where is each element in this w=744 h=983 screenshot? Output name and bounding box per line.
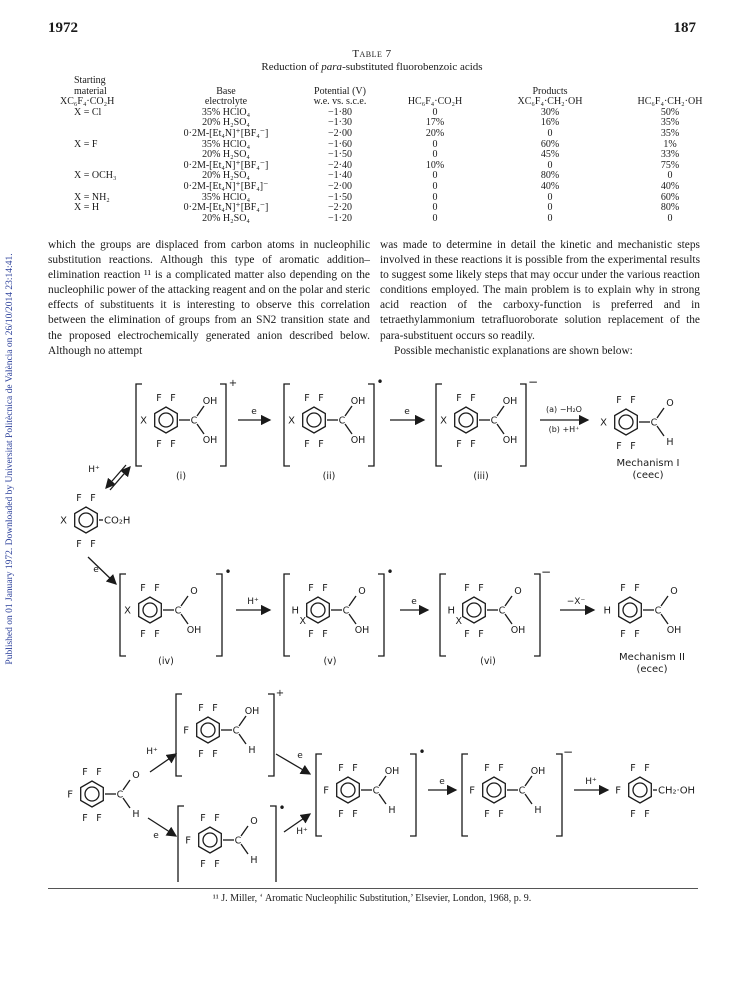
electron-label: e bbox=[411, 597, 417, 607]
bracket-vi-left bbox=[440, 574, 446, 656]
cell-p2: 0 bbox=[547, 191, 553, 203]
bracket-radical-anion-right bbox=[270, 806, 276, 882]
fluorine-atom: F bbox=[82, 767, 88, 778]
ring-v bbox=[307, 597, 330, 623]
fluorine-atom: F bbox=[200, 859, 206, 870]
fluorine-atom: F bbox=[498, 809, 504, 820]
cell-sm: X = NH₂ bbox=[74, 191, 110, 203]
fluorine-atom: F bbox=[318, 393, 324, 404]
halide-loss-label: −X⁻ bbox=[566, 597, 586, 607]
cell-p2: 0 bbox=[547, 202, 553, 214]
bracket-radical-anion-left bbox=[178, 806, 184, 882]
bottom-group: H bbox=[248, 745, 256, 756]
fluorine-atom: F bbox=[630, 809, 636, 820]
fluorine-atom: F bbox=[170, 439, 176, 450]
cell-p3: 75% bbox=[660, 159, 680, 171]
cell-p1: 0 bbox=[432, 180, 438, 192]
mechanism-scheme bbox=[48, 362, 708, 882]
fluorine-atom: F bbox=[616, 441, 622, 452]
ring-acid bbox=[75, 507, 98, 533]
cell-sm: X = OCH₃ bbox=[74, 170, 117, 182]
cell-sm: X = H bbox=[74, 202, 100, 214]
top-group: OH bbox=[202, 396, 218, 407]
footnote-rule bbox=[48, 888, 698, 889]
cell-base: 20% H₂SO₄ bbox=[202, 212, 250, 224]
ring-aldehyde-x bbox=[615, 409, 638, 435]
fluorine-atom: F bbox=[478, 629, 484, 640]
bottom-group: H bbox=[132, 809, 140, 820]
cell-p2: 40% bbox=[540, 180, 560, 192]
fluorine-atom: F bbox=[140, 583, 146, 594]
paragraph-right-2: Possible mechanistic explanations are shown below: bbox=[394, 344, 633, 357]
header-product-2: Products XC₆F₄·CH₂·OH bbox=[490, 76, 610, 108]
cell-pot: −2·00 bbox=[328, 127, 352, 139]
fluorine-atom: F bbox=[644, 763, 650, 774]
label-iv: (iv) bbox=[158, 656, 174, 667]
paragraph-left: which the groups are displaced from carbon atoms in nucleophilic substitution reactions. Although this type of aromatic addition–elimination reaction ¹¹ is a complicated matter also depending on the nucleophilic power of the attacking reagent and on the polar and steric effects of substituents it is interesting to observe this correlation between the elimination of groups from an SN2 transition state and the proposed electrochemically generated anion described below. Although no attempt bbox=[48, 239, 370, 357]
carbon-atom: C bbox=[650, 417, 658, 429]
fluorine-atom: F bbox=[308, 629, 314, 640]
top-group: O bbox=[250, 816, 258, 827]
bottom-group: H bbox=[388, 805, 396, 816]
cell-sm: X = Cl bbox=[74, 106, 102, 118]
cell-pot: −2·20 bbox=[328, 202, 352, 214]
table-title: Table 7 bbox=[352, 48, 392, 60]
cell-pot: −1·60 bbox=[328, 138, 352, 150]
cell-sm: X = F bbox=[74, 138, 98, 150]
table-row bbox=[60, 193, 730, 204]
carbon-atom: C bbox=[174, 605, 182, 617]
arrow-acid-iv bbox=[88, 557, 116, 584]
body-text-left bbox=[48, 238, 370, 359]
cell-p3: 80% bbox=[660, 202, 680, 214]
carbon-atom: C bbox=[518, 785, 526, 797]
electron-label: e bbox=[153, 831, 159, 841]
electron-label: e bbox=[251, 407, 257, 417]
radical-dot: • bbox=[376, 375, 384, 389]
substituent-x: X bbox=[140, 415, 147, 427]
bottom-group: OH bbox=[666, 625, 682, 636]
cell-p1: 0 bbox=[432, 202, 438, 214]
bottom-group: OH bbox=[502, 435, 518, 446]
cell-p1: 0 bbox=[432, 191, 438, 203]
cell-sm bbox=[60, 118, 152, 129]
ring-radical-anion bbox=[199, 827, 222, 853]
table-row bbox=[60, 161, 730, 172]
table-row bbox=[60, 118, 730, 129]
top-group: OH bbox=[350, 396, 366, 407]
bracket-v-right bbox=[378, 574, 384, 656]
top-group: OH bbox=[502, 396, 518, 407]
fluorine-atom: F bbox=[470, 393, 476, 404]
fluorine-atom: F bbox=[214, 859, 220, 870]
fluorine-atom: F bbox=[352, 809, 358, 820]
carbon-atom: C bbox=[190, 415, 198, 427]
cell-p3: 0 bbox=[667, 170, 673, 182]
bottom-group: H bbox=[666, 437, 674, 448]
carbon-atom: C bbox=[372, 785, 380, 797]
fluorine-atom: F bbox=[470, 439, 476, 450]
dehydration-label: (a) −H₂O bbox=[546, 405, 582, 414]
bottom-group: H bbox=[534, 805, 542, 816]
side-group: CH₂·OH bbox=[658, 785, 696, 797]
substituent-x: H bbox=[291, 605, 299, 617]
cell-p2: 0 bbox=[547, 127, 553, 139]
fluorine-atom: F bbox=[154, 583, 160, 594]
fluorine-atom: F bbox=[82, 813, 88, 824]
cell-p3: 33% bbox=[660, 149, 680, 161]
equilibrium-arrow-down bbox=[106, 465, 126, 488]
fluorine-atom: F bbox=[484, 809, 490, 820]
fluorine-atom: F bbox=[156, 393, 162, 404]
substituent-x: F bbox=[183, 725, 189, 737]
fluorine-atom: F bbox=[318, 439, 324, 450]
top-group: O bbox=[670, 586, 678, 597]
bottom-group: OH bbox=[510, 625, 526, 636]
table-caption: Reduction of para-substituted fluorobenzoic acids bbox=[261, 61, 483, 73]
equilibrium-arrow-up bbox=[110, 467, 130, 490]
cell-sm bbox=[60, 182, 152, 193]
ring-radical-f bbox=[337, 777, 360, 803]
fluorine-atom: F bbox=[154, 629, 160, 640]
bracket-ii-right bbox=[368, 384, 374, 466]
arrow-to-radical-anion bbox=[148, 818, 176, 836]
cell-base: 0·2M-[Et₄N]⁺[BF₄⁻] bbox=[183, 202, 269, 214]
fluorine-atom: F bbox=[464, 583, 470, 594]
fluorine-atom: F bbox=[456, 439, 462, 450]
fluorine-atom: F bbox=[616, 395, 622, 406]
radical-dot: • bbox=[386, 565, 394, 579]
carbon-atom: C bbox=[116, 789, 124, 801]
substituent-x: X bbox=[299, 616, 306, 627]
cell-base: 0·2M-[Et₄N]⁺[BF₄⁻] bbox=[183, 159, 269, 171]
fluorine-atom: F bbox=[200, 813, 206, 824]
bracket-iii-right bbox=[520, 384, 526, 466]
fluorine-atom: F bbox=[322, 629, 328, 640]
table-row bbox=[60, 214, 730, 225]
proton-label: H⁺ bbox=[247, 597, 259, 607]
cation-charge: + bbox=[275, 688, 285, 699]
side-group: CO₂H bbox=[104, 515, 131, 527]
cell-p2: 45% bbox=[540, 149, 560, 161]
cell-p3: 35% bbox=[660, 117, 680, 129]
ring-i bbox=[155, 407, 178, 433]
top-group: O bbox=[666, 398, 674, 409]
substituent-x: F bbox=[323, 785, 329, 797]
cell-sm bbox=[60, 150, 152, 161]
table-row bbox=[60, 171, 730, 182]
fluorine-atom: F bbox=[630, 395, 636, 406]
cell-pot: −2·00 bbox=[328, 180, 352, 192]
cell-pot: −1·80 bbox=[328, 106, 352, 118]
label-vi: (vi) bbox=[480, 656, 496, 667]
header-products: Products bbox=[532, 85, 568, 97]
carbon-atom: C bbox=[498, 605, 506, 617]
fluorine-atom: F bbox=[170, 393, 176, 404]
label-ii: (ii) bbox=[322, 471, 336, 482]
mechanism-1-code: (ceec) bbox=[632, 470, 664, 481]
cell-p3: 1% bbox=[663, 138, 677, 150]
fluorine-atom: F bbox=[498, 763, 504, 774]
header-product-1: HC₆F₄·CO₂H bbox=[407, 96, 463, 108]
cell-p3: 40% bbox=[660, 180, 680, 192]
cell-pot: −1·40 bbox=[328, 170, 352, 182]
fluorine-atom: F bbox=[338, 809, 344, 820]
carbon-atom: C bbox=[654, 605, 662, 617]
header-base-electrolyte: Base electrolyte bbox=[204, 85, 248, 108]
bottom-group: H bbox=[250, 855, 258, 866]
fluorine-atom: F bbox=[620, 583, 626, 594]
table-row bbox=[60, 150, 730, 161]
substituent-x: X bbox=[60, 515, 67, 527]
cell-pot: −1·50 bbox=[328, 191, 352, 203]
bracket-anion-f-left bbox=[462, 754, 468, 836]
cell-p3: 35% bbox=[660, 127, 680, 139]
ring-alcohol-f bbox=[629, 777, 652, 803]
radical-dot: • bbox=[224, 565, 232, 579]
fluorine-atom: F bbox=[90, 539, 96, 550]
fluorine-atom: F bbox=[630, 441, 636, 452]
top-group: O bbox=[514, 586, 522, 597]
bracket-v-left bbox=[284, 574, 290, 656]
top-group: OH bbox=[244, 706, 260, 717]
table-row bbox=[60, 182, 730, 193]
substituent-x: X bbox=[440, 415, 447, 427]
bracket-anion-f-right bbox=[556, 754, 562, 836]
fluorine-atom: F bbox=[198, 749, 204, 760]
substituent-x: X bbox=[455, 616, 462, 627]
bracket-cation-f-right bbox=[268, 694, 274, 776]
fluorine-atom: F bbox=[478, 583, 484, 594]
bottom-group: OH bbox=[350, 435, 366, 446]
substituent-x: H bbox=[447, 605, 455, 617]
fluorine-atom: F bbox=[214, 813, 220, 824]
cell-p2: 80% bbox=[540, 170, 560, 182]
substituent-x: X bbox=[288, 415, 295, 427]
cell-sm bbox=[60, 214, 152, 225]
fluorine-atom: F bbox=[308, 583, 314, 594]
fluorine-atom: F bbox=[304, 393, 310, 404]
electron-label: e bbox=[404, 407, 410, 417]
fluorine-atom: F bbox=[198, 703, 204, 714]
body-text-right bbox=[380, 238, 700, 359]
carbon-atom: C bbox=[232, 725, 240, 737]
table-row bbox=[60, 129, 730, 140]
cell-p2: 30% bbox=[540, 106, 560, 118]
substituent-x: X bbox=[600, 417, 607, 429]
cell-p3: 50% bbox=[660, 106, 680, 118]
bracket-i-right bbox=[220, 384, 226, 466]
mechanism-2-title: Mechanism II bbox=[619, 652, 685, 663]
cell-p3: 0 bbox=[667, 212, 673, 224]
top-group: O bbox=[358, 586, 366, 597]
anion-charge: − bbox=[540, 565, 552, 579]
substituent-x: F bbox=[469, 785, 475, 797]
label-v: (v) bbox=[323, 656, 337, 667]
table-row bbox=[60, 108, 730, 119]
fluorine-atom: F bbox=[96, 813, 102, 824]
proton-label: H⁺ bbox=[146, 747, 158, 757]
fluorine-atom: F bbox=[338, 763, 344, 774]
cell-p1: 0 bbox=[432, 149, 438, 161]
cell-base: 20% H₂SO₄ bbox=[202, 149, 250, 161]
cell-p1: 0 bbox=[432, 212, 438, 224]
bottom-group: OH bbox=[354, 625, 370, 636]
fluorine-atom: F bbox=[634, 629, 640, 640]
proton-label: H⁺ bbox=[88, 465, 100, 475]
fluorine-atom: F bbox=[352, 763, 358, 774]
cell-base: 35% HClO₄ bbox=[201, 106, 251, 118]
radical-anion-charge: • bbox=[278, 801, 286, 815]
top-group: OH bbox=[384, 766, 400, 777]
protonation-label: (b) +H⁺ bbox=[548, 425, 580, 434]
cell-base: 35% HClO₄ bbox=[201, 191, 251, 203]
header-starting-material: Starting material XC₆F₄·CO₂H bbox=[60, 75, 115, 108]
label-iii: (iii) bbox=[473, 471, 489, 482]
fluorine-atom: F bbox=[322, 583, 328, 594]
cell-pot: −1·20 bbox=[328, 212, 352, 224]
page-header bbox=[48, 20, 696, 42]
fluorine-atom: F bbox=[620, 629, 626, 640]
ring-ii bbox=[303, 407, 326, 433]
cell-base: 20% H₂SO₄ bbox=[202, 170, 250, 182]
bottom-group: OH bbox=[186, 625, 202, 636]
ring-anion-f bbox=[483, 777, 506, 803]
ring-cation-f bbox=[197, 717, 220, 743]
anion-charge: − bbox=[562, 745, 574, 759]
cell-base: 0·2M-[Et₄N]⁺[BF₄⁻] bbox=[183, 127, 269, 139]
fluorine-atom: F bbox=[456, 393, 462, 404]
fluorine-atom: F bbox=[212, 703, 218, 714]
cell-p2: 0 bbox=[547, 212, 553, 224]
proton-label: H⁺ bbox=[296, 827, 308, 837]
page-number: 187 bbox=[673, 20, 696, 36]
mechanism-2-code: (ecec) bbox=[636, 664, 668, 675]
bottom-group: OH bbox=[202, 435, 218, 446]
top-group: O bbox=[190, 586, 198, 597]
substituent-x: X bbox=[124, 605, 131, 617]
cell-p2: 0 bbox=[547, 159, 553, 171]
bracket-radical-f-right bbox=[410, 754, 416, 836]
cell-p3: 60% bbox=[660, 191, 680, 203]
substituent-x: F bbox=[185, 835, 191, 847]
label-i: (i) bbox=[175, 471, 187, 482]
results-table-wrapper bbox=[60, 76, 730, 224]
electron-label: e bbox=[93, 565, 99, 575]
footnote-11: ¹¹ J. Miller, ‘ Aromatic Nucleophilic Substitution,’ Elsevier, London, 1968, p. 9. bbox=[212, 893, 532, 904]
carbon-atom: C bbox=[342, 605, 350, 617]
bracket-vi-right bbox=[534, 574, 540, 656]
carbon-atom: C bbox=[490, 415, 498, 427]
header-potential: Potential (V) w.e. vs. s.c.e. bbox=[313, 85, 367, 108]
cell-p1: 0 bbox=[432, 138, 438, 150]
fluorine-atom: F bbox=[464, 629, 470, 640]
fluorine-atom: F bbox=[140, 629, 146, 640]
fluorine-atom: F bbox=[634, 583, 640, 594]
download-notice: Published on 01 January 1972. Downloaded by Universitat Politècnica de València on 26/10/2014 23:14:41. bbox=[5, 253, 15, 665]
ring-iv bbox=[139, 597, 162, 623]
ring-iii bbox=[455, 407, 478, 433]
cell-base: 0·2M-[Et₄N]⁺[BF₄]⁻ bbox=[183, 180, 269, 192]
fluorine-atom: F bbox=[304, 439, 310, 450]
substituent-x: H bbox=[603, 605, 611, 617]
fluorine-atom: F bbox=[90, 493, 96, 504]
cell-p1: 0 bbox=[432, 106, 438, 118]
ring-aldehyde-f bbox=[81, 781, 104, 807]
arrow-cation-radical bbox=[276, 754, 310, 774]
cell-p2: 16% bbox=[540, 117, 560, 129]
electron-label: e bbox=[297, 751, 303, 761]
top-group: O bbox=[132, 770, 140, 781]
ring-vi bbox=[463, 597, 486, 623]
substituent-x: F bbox=[67, 789, 73, 801]
cell-sm bbox=[60, 129, 152, 140]
bracket-radical-f-left bbox=[316, 754, 322, 836]
fluorine-atom: F bbox=[76, 539, 82, 550]
carbon-atom: C bbox=[338, 415, 346, 427]
cell-p2: 60% bbox=[540, 138, 560, 150]
paragraph-right: was made to determine in detail the kinetic and mechanistic steps involved in these reactions it is possible from the experimental results to suggest some likely steps that may occur under the various reaction conditions employed. The main problem is to explain why in strong acid reaction of the carboxy-function is preferred and in tetraethylammonium tetrafluoroborate solution replacement of the para-substituent occurs so readily. bbox=[380, 239, 700, 342]
header-product-3: HC₆F₄·CH₂·OH bbox=[637, 96, 703, 108]
top-group: OH bbox=[530, 766, 546, 777]
table-row bbox=[60, 140, 730, 151]
cell-p1: 20% bbox=[425, 127, 445, 139]
anion-charge: − bbox=[527, 375, 539, 389]
electron-label: e bbox=[439, 777, 445, 787]
cell-base: 35% HClO₄ bbox=[201, 138, 251, 150]
radical-dot: • bbox=[418, 745, 426, 759]
ring-acid-h bbox=[619, 597, 642, 623]
results-table bbox=[60, 76, 730, 224]
carbon-atom: C bbox=[234, 835, 242, 847]
cell-p1: 10% bbox=[425, 159, 445, 171]
substituent-x: F bbox=[615, 785, 621, 797]
fluorine-atom: F bbox=[484, 763, 490, 774]
fluorine-atom: F bbox=[76, 493, 82, 504]
cell-pot: −2·40 bbox=[328, 159, 352, 171]
bracket-iv-right bbox=[216, 574, 222, 656]
table-row bbox=[60, 203, 730, 214]
fluorine-atom: F bbox=[156, 439, 162, 450]
journal-year: 1972 bbox=[48, 20, 78, 36]
cell-pot: −1·30 bbox=[328, 117, 352, 129]
fluorine-atom: F bbox=[96, 767, 102, 778]
fluorine-atom: F bbox=[630, 763, 636, 774]
cell-base: 20% H₂SO₄ bbox=[202, 117, 250, 129]
cell-p1: 0 bbox=[432, 170, 438, 182]
proton-label: H⁺ bbox=[585, 777, 597, 787]
fluorine-atom: F bbox=[212, 749, 218, 760]
fluorine-atom: F bbox=[644, 809, 650, 820]
cell-p1: 17% bbox=[425, 117, 445, 129]
cation-charge: + bbox=[228, 378, 238, 389]
bracket-cation-f-left bbox=[176, 694, 182, 776]
cell-pot: −1·50 bbox=[328, 149, 352, 161]
mechanism-1-title: Mechanism I bbox=[616, 458, 680, 469]
